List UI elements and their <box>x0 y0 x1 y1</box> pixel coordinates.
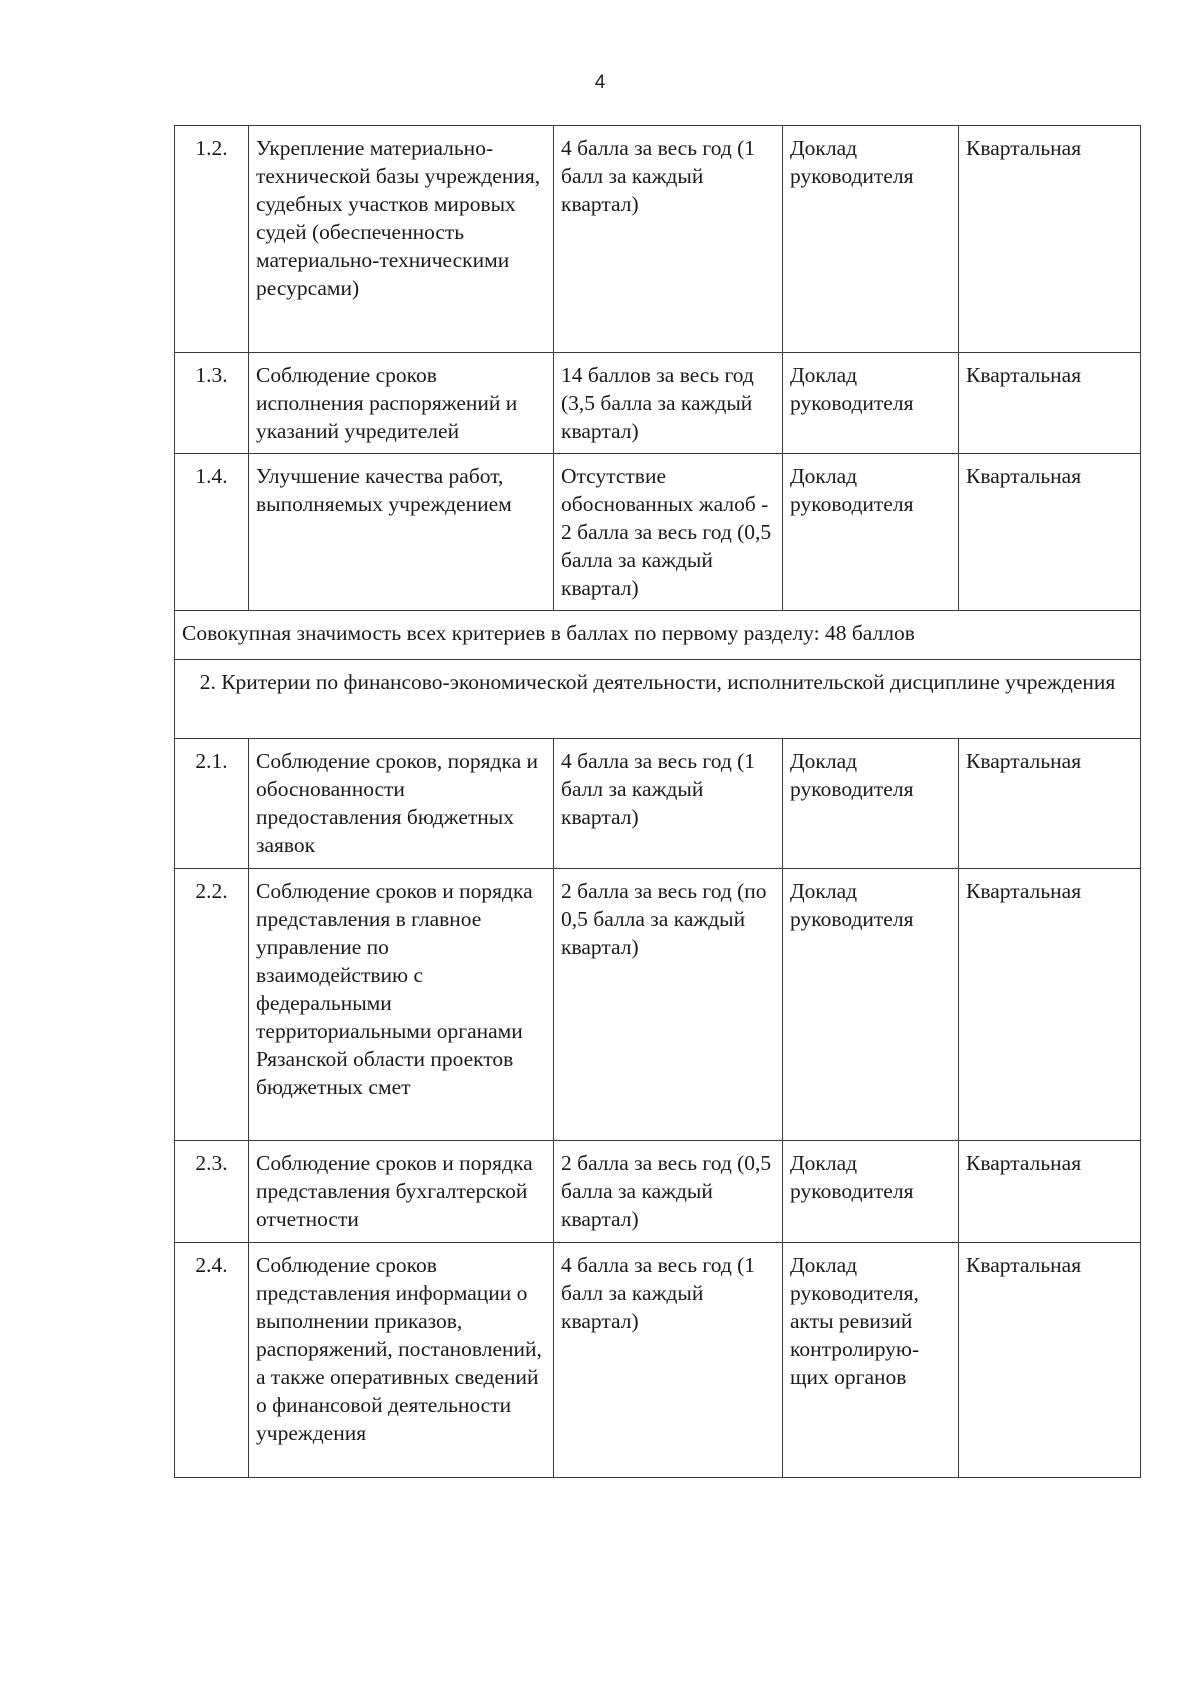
section2-header: 2. Критерии по финансово-экономической деятельности, исполнительской дисциплине учреждения <box>175 660 1141 739</box>
criterion-points: 14 баллов за весь год (3,5 балла за каждый квартал) <box>554 353 783 454</box>
criterion-source: Доклад руководителя <box>783 739 959 869</box>
criterion-points: Отсутствие обоснованных жалоб - 2 балла за весь год (0,5 балла за каждый квартал) <box>554 454 783 611</box>
criterion-number: 1.3. <box>175 353 249 454</box>
criterion-frequency: Квартальная <box>959 353 1141 454</box>
table-row <box>175 739 1141 869</box>
page-number: 4 <box>594 72 606 93</box>
criterion-number: 1.4. <box>175 454 249 611</box>
criterion-frequency: Квартальная <box>959 739 1141 869</box>
criterion-points: 2 балла за весь год (по 0,5 балла за каждый квартал) <box>554 869 783 1141</box>
criterion-source: Доклад руководителя, акты ревизий контролирую-щих органов <box>783 1243 959 1478</box>
criterion-number: 1.2. <box>175 126 249 353</box>
criterion-number: 2.1. <box>175 739 249 869</box>
section-header-row <box>175 660 1141 739</box>
criterion-frequency: Квартальная <box>959 1243 1141 1478</box>
section-summary-row <box>175 611 1141 660</box>
criterion-source: Доклад руководителя <box>783 126 959 353</box>
table-row <box>175 869 1141 1141</box>
table-row <box>175 126 1141 353</box>
criterion-frequency: Квартальная <box>959 126 1141 353</box>
table-row <box>175 1141 1141 1243</box>
criterion-points: 4 балла за весь год (1 балл за каждый квартал) <box>554 126 783 353</box>
table-row <box>175 1243 1141 1478</box>
criterion-text: Соблюдение сроков, порядка и обоснованности предоставления бюджетных заявок <box>249 739 554 869</box>
table-row <box>175 353 1141 454</box>
criterion-source: Доклад руководителя <box>783 454 959 611</box>
criterion-text: Улучшение качества работ, выполняемых учреждением <box>249 454 554 611</box>
criterion-points: 4 балла за весь год (1 балл за каждый квартал) <box>554 739 783 869</box>
criterion-text: Соблюдение сроков представления информации о выполнении приказов, распоряжений, постановлений, а также оперативных сведений о финансовой деятельности учреждения <box>249 1243 554 1478</box>
criterion-frequency: Квартальная <box>959 869 1141 1141</box>
criterion-text: Укрепление материально-технической базы учреждения, судебных участков мировых судей (обеспеченность материально-техническими ресурсами) <box>249 126 554 353</box>
criterion-points: 2 балла за весь год (0,5 балла за каждый квартал) <box>554 1141 783 1243</box>
criterion-source: Доклад руководителя <box>783 353 959 454</box>
criterion-source: Доклад руководителя <box>783 1141 959 1243</box>
criterion-source: Доклад руководителя <box>783 869 959 1141</box>
criterion-points: 4 балла за весь год (1 балл за каждый квартал) <box>554 1243 783 1478</box>
criterion-frequency: Квартальная <box>959 454 1141 611</box>
criterion-number: 2.2. <box>175 869 249 1141</box>
criteria-table <box>174 125 1141 1478</box>
section1-summary: Совокупная значимость всех критериев в баллах по первому разделу: 48 баллов <box>175 611 1141 660</box>
criterion-text: Соблюдение сроков и порядка представления бухгалтерской отчетности <box>249 1141 554 1243</box>
criterion-text: Соблюдение сроков и порядка представления в главное управление по взаимодействию с федеральными территориальными органами Рязанской области проектов бюджетных смет <box>249 869 554 1141</box>
criterion-text: Соблюдение сроков исполнения распоряжений и указаний учредителей <box>249 353 554 454</box>
criterion-number: 2.3. <box>175 1141 249 1243</box>
table-row <box>175 454 1141 611</box>
criterion-number: 2.4. <box>175 1243 249 1478</box>
criterion-frequency: Квартальная <box>959 1141 1141 1243</box>
